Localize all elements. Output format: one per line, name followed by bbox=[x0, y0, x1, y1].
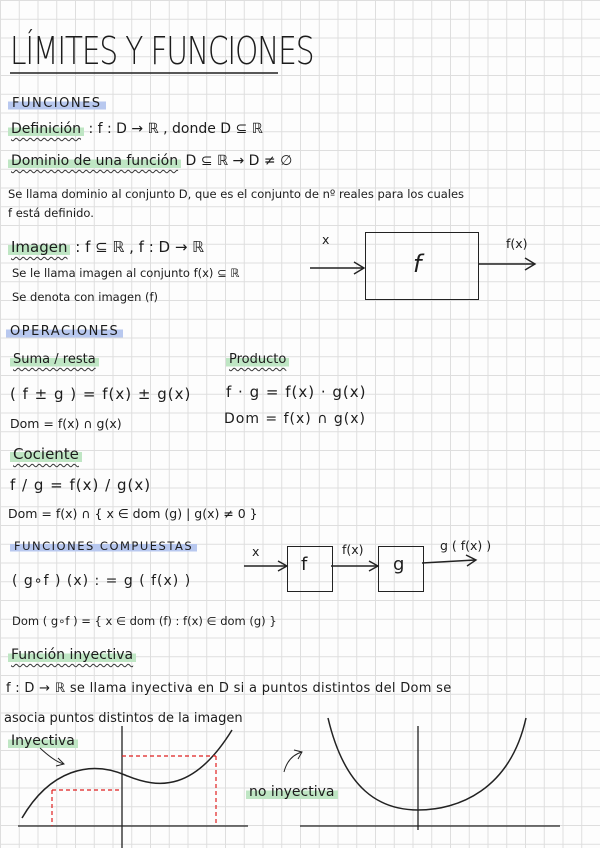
dominio-desc-1: Se llama dominio al conjunto D, que es el conjunto de nº reales para los cuales bbox=[8, 187, 465, 201]
definicion-label: Definición bbox=[8, 121, 84, 137]
compuesta-diagram-box-f-label: f bbox=[301, 554, 308, 575]
graph2-label: no inyectiva bbox=[246, 785, 338, 799]
imagen-diagram-output: f(x) bbox=[506, 236, 528, 251]
producto-dom: Dom = f(x) ∩ g(x) bbox=[224, 411, 366, 427]
compuesta-diagram-mid: f(x) bbox=[342, 542, 364, 557]
suma-label: Suma / resta bbox=[10, 353, 99, 366]
compuesta-formula: ( g∘f ) (x) : = g ( f(x) ) bbox=[12, 573, 192, 589]
cociente-formula: f / g = f(x) / g(x) bbox=[10, 476, 152, 494]
cociente-dom: Dom = f(x) ∩ { x ∈ dom (g) | g(x) ≠ 0 } bbox=[8, 506, 258, 521]
producto-formula: f · g = f(x) · g(x) bbox=[226, 383, 367, 401]
section-funciones: FUNCIONES bbox=[8, 97, 106, 110]
inyectiva-label: Función inyectiva bbox=[8, 648, 136, 662]
imagen-desc-1: Se le llama imagen al conjunto f(x) ⊆ ℝ bbox=[12, 266, 240, 280]
producto-label: Producto bbox=[226, 353, 289, 366]
compuesta-diagram-box-g-label: g bbox=[393, 554, 405, 575]
inyectiva-desc-2: asocia puntos distintos de la imagen bbox=[4, 711, 243, 726]
suma-formula: ( f ± g ) = f(x) ± g(x) bbox=[10, 385, 192, 403]
suma-dom: Dom = f(x) ∩ g(x) bbox=[10, 416, 122, 431]
cociente-label: Cociente bbox=[10, 447, 82, 462]
graph1-label: Inyectiva bbox=[8, 734, 78, 748]
dominio-text: D ⊆ ℝ → D ≠ ∅ bbox=[185, 153, 293, 169]
imagen-diagram-box-label: f bbox=[413, 250, 422, 278]
definicion-text: : f : D → ℝ , donde D ⊆ ℝ bbox=[88, 121, 263, 137]
inyectiva-desc-1: f : D → ℝ se llama inyectiva en D si a puntos distintos del Dom se bbox=[6, 681, 452, 696]
imagen-desc-2: Se denota con imagen (f) bbox=[12, 290, 159, 304]
imagen-diagram-input: x bbox=[322, 232, 330, 247]
imagen-text: : f ⊆ ℝ , f : D → ℝ bbox=[75, 238, 205, 256]
page-title: LÍMITES Y FUNCIONES bbox=[10, 29, 314, 73]
dominio-label: Dominio de una función bbox=[8, 153, 181, 169]
section-compuestas: FUNCIONES COMPUESTAS bbox=[10, 541, 197, 553]
dominio-desc-2: f está definido. bbox=[8, 206, 94, 220]
imagen-label: Imagen bbox=[8, 238, 70, 256]
section-operaciones: OPERACIONES bbox=[6, 325, 123, 338]
compuesta-diagram-output: g ( f(x) ) bbox=[440, 538, 492, 553]
compuesta-dom: Dom ( g∘f ) = { x ∈ dom (f) : f(x) ∈ dom (g) } bbox=[12, 614, 277, 628]
compuesta-diagram-input: x bbox=[252, 544, 260, 559]
